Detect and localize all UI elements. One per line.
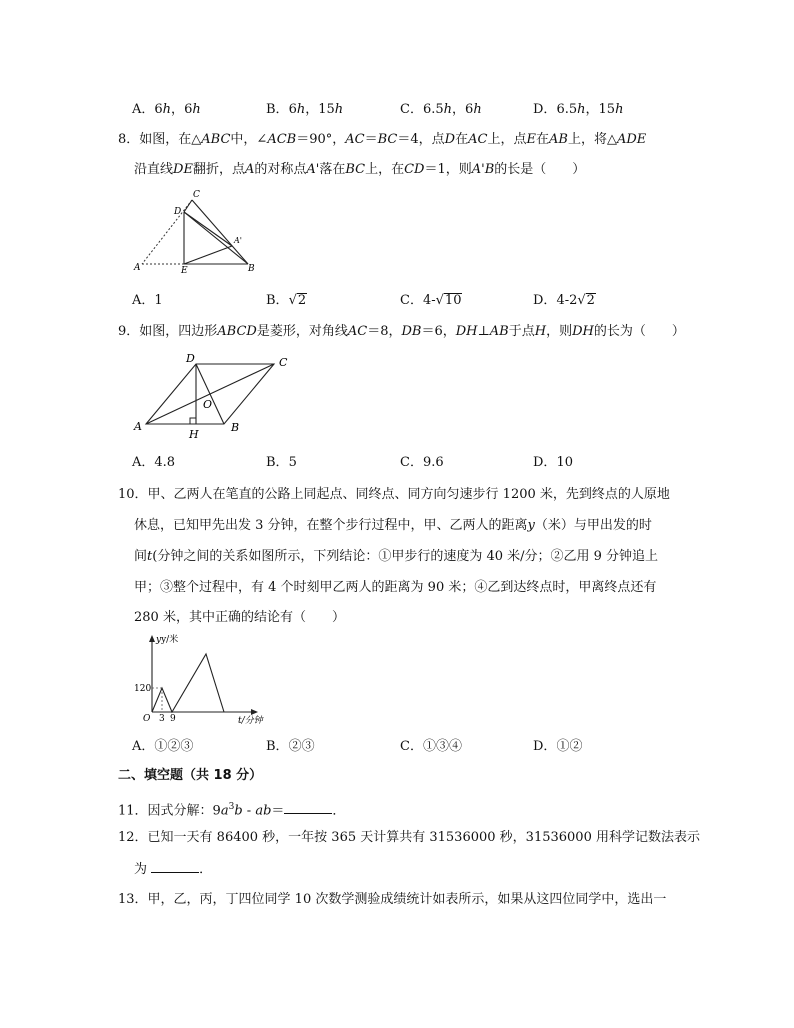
q10-option-b[interactable]: B．②③ — [266, 739, 315, 754]
q9-label-c: C — [279, 356, 288, 369]
q11-line: 11．因式分解：$9a^3b - ab=$ ． — [118, 802, 346, 819]
q9-label-d: D — [186, 352, 195, 365]
q8-label-a: A — [134, 263, 141, 273]
q10-label-9: 9 — [170, 714, 176, 724]
q10-distance-curve — [152, 654, 224, 712]
q12-line-1: 12．已知一天有 86400 秒，一年按 365 天计算共有 31536000 秒，31536000 用科学记数法表示 — [118, 830, 700, 845]
q8-triangle-figure — [130, 188, 270, 276]
q10-label-3: 3 — [159, 714, 165, 724]
q9-option-c[interactable]: C．9.6 — [400, 455, 444, 470]
q10-distance-time-graph — [130, 630, 280, 730]
q10-x-axis-arrow — [251, 709, 258, 715]
q8-option-b[interactable]: B．√2 — [266, 293, 307, 308]
q10-ylabel: yy/米 — [156, 635, 179, 645]
q10-xlabel: t/分钟 — [238, 716, 263, 726]
q8-edge-cb — [192, 200, 248, 264]
q8-option-d[interactable]: D．4-2√2 — [533, 293, 595, 308]
q10-line-4: 甲；③整个过程中，有 4 个时刻甲乙两人的距离为 90 米；④乙到达终点时，甲离终点还有 — [134, 580, 657, 595]
q9-label-h: H — [189, 428, 199, 441]
q8-edge-ea1 — [184, 246, 232, 264]
q10-line-5: 280 米，其中正确的结论有（ ） — [134, 610, 345, 625]
q13-line-1: 13．甲，乙，丙，丁四位同学 10 次数学测验成绩统计如表所示，如果从这四位同学中，选出一 — [118, 892, 667, 907]
sqrt-symbol: √ — [288, 293, 297, 308]
q9-diagonal-db — [196, 364, 224, 424]
q10-line-3: 间t(分钟之间的关系如图所示，下列结论：①甲步行的速度为 40 米/分；②乙用 9 分钟追上 — [134, 549, 659, 564]
section-title-fill-in: 二、填空题（共 18 分） — [118, 768, 263, 783]
q9-rhombus-figure — [128, 350, 298, 444]
q10-line-1: 10．甲、乙两人在笔直的公路上同起点、同终点、同方向匀速步行 1200 米，先到终点的人原地 — [118, 487, 670, 502]
q9-option-d[interactable]: D．10 — [533, 455, 573, 470]
q7-option-c[interactable]: C．6.5h，6h — [400, 102, 482, 117]
q8-option-c[interactable]: C．4-√10 — [400, 293, 462, 308]
q8-edge-dc — [184, 200, 192, 212]
q9-option-b[interactable]: B．5 — [266, 455, 297, 470]
q10-label-origin: O — [143, 714, 151, 724]
sqrt-symbol: √ — [577, 293, 586, 308]
sqrt-symbol: √ — [435, 293, 444, 308]
q12-answer-blank[interactable] — [151, 860, 199, 873]
q8-label-d: D — [174, 207, 182, 217]
q10-option-d[interactable]: D．①② — [533, 739, 583, 754]
q12-line-2: 为 ． — [134, 862, 213, 877]
q10-option-c[interactable]: C．①③④ — [400, 739, 462, 754]
q10-option-a[interactable]: A．①②③ — [132, 739, 194, 754]
q8-edge-da1 — [184, 212, 232, 246]
q11-answer-blank[interactable] — [284, 801, 332, 814]
q7-option-b[interactable]: B．6h，15h — [266, 102, 344, 117]
q10-y-axis-arrow — [149, 635, 155, 642]
q9-label-b: B — [231, 421, 240, 434]
q8-label-a1: A' — [234, 236, 242, 245]
q9-line-1: 9．如图，四边形ABCD是菱形，对角线AC＝8，DB＝6，DH⊥AB于点H，则DH的长为（ ） — [118, 324, 685, 339]
q7-option-d[interactable]: D．6.5h，15h — [533, 102, 624, 117]
q8-line-1: 8．如图，在△ABC中，∠ACB＝90°，AC＝BC＝4，点D在AC上，点E在AB上，将△ADE — [118, 132, 647, 147]
q9-label-o: O — [203, 398, 213, 411]
q9-label-a: A — [134, 420, 142, 433]
q7-option-a[interactable]: A．6h，6h — [132, 102, 201, 117]
q9-right-angle-mark — [190, 418, 196, 424]
q10-label-120: 120 — [134, 684, 152, 694]
q8-label-b: B — [248, 264, 255, 274]
q10-line-2: 休息，已知甲先出发 3 分钟，在整个步行过程中，甲、乙两人的距离y（米）与甲出发的时 — [134, 518, 652, 533]
q8-label-e: E — [181, 266, 188, 276]
q8-option-a[interactable]: A．1 — [132, 293, 163, 308]
q8-label-c: C — [193, 190, 200, 200]
q8-line-2: 沿直线DE翻折，点A的对称点A'落在BC上，在CD＝1，则A'B的长是（ ） — [134, 162, 586, 177]
q9-option-a[interactable]: A．4.8 — [132, 455, 176, 470]
